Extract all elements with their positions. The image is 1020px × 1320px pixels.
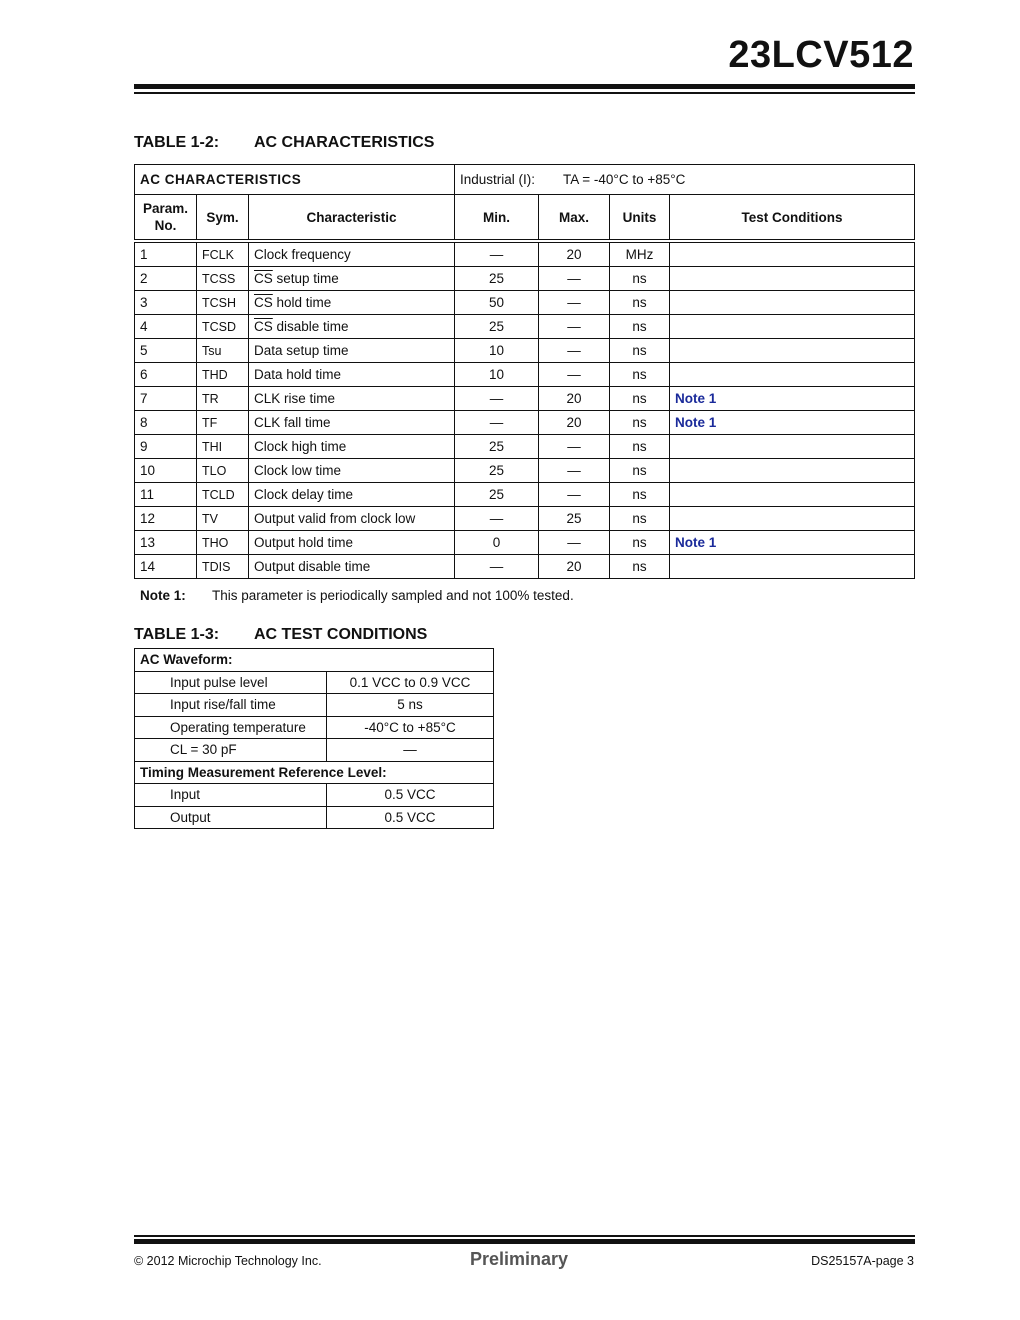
symbol: FCLK (197, 241, 249, 267)
conditions-label: Industrial (I): (460, 172, 536, 187)
min-value: 25 (455, 435, 539, 459)
header-rule (134, 84, 915, 89)
table-row (135, 507, 915, 531)
units: ns (610, 363, 670, 387)
section-label: Timing Measurement Reference Level: (135, 761, 494, 784)
table-row (135, 671, 494, 694)
param-no: 8 (135, 411, 197, 435)
param-no: 6 (135, 363, 197, 387)
footer-rule-thin (134, 1235, 915, 1237)
table12-label: TABLE 1-2: (134, 134, 220, 151)
max-value: — (539, 531, 610, 555)
test-conditions (670, 507, 915, 531)
characteristic (249, 315, 455, 339)
table-row (135, 339, 915, 363)
table-row (135, 411, 915, 435)
table-row (135, 739, 494, 762)
param-no: 1 (135, 241, 197, 267)
test-conditions (670, 339, 915, 363)
units: MHz (610, 241, 670, 267)
max-value: — (539, 459, 610, 483)
column-headers (135, 195, 915, 242)
test-conditions (670, 315, 915, 339)
param-no: 3 (135, 291, 197, 315)
table-row (135, 459, 915, 483)
param-no: 2 (135, 267, 197, 291)
min-value: 25 (455, 315, 539, 339)
min-value: 0 (455, 531, 539, 555)
cs-overbar-text: $\overline{CS}$ (254, 295, 273, 310)
symbol: TCSH (197, 291, 249, 315)
min-value: 25 (455, 267, 539, 291)
units: ns (610, 267, 670, 291)
note-link[interactable]: Note 1 (675, 415, 717, 430)
characteristic: Clock delay time (249, 483, 455, 507)
max-value: — (539, 363, 610, 387)
param-no: 11 (135, 483, 197, 507)
table13-title (134, 626, 427, 644)
characteristic: CLK fall time (249, 411, 455, 435)
column-header: Test Conditions (670, 195, 915, 242)
characteristic: Clock high time (249, 435, 455, 459)
max-value: — (539, 291, 610, 315)
param-no: 9 (135, 435, 197, 459)
min-value: — (455, 411, 539, 435)
footer-copyright: © 2012 Microchip Technology Inc. (134, 1254, 322, 1268)
section-label: AC Waveform: (135, 649, 494, 672)
test-conditions (670, 531, 915, 555)
units: ns (610, 531, 670, 555)
min-value: — (455, 507, 539, 531)
ac-characteristics-table (134, 164, 915, 579)
units: ns (610, 339, 670, 363)
characteristic: Output disable time (249, 555, 455, 579)
units: ns (610, 483, 670, 507)
table-row (135, 784, 494, 807)
table13-name: AC TEST CONDITIONS (254, 626, 428, 643)
symbol: TLO (197, 459, 249, 483)
cs-overbar-text: $\overline{CS}$ (254, 271, 273, 286)
characteristic (249, 267, 455, 291)
part-number: 23LCV512 (728, 34, 914, 76)
symbol: THI (197, 435, 249, 459)
table-row (135, 555, 915, 579)
characteristic: CLK rise time (249, 387, 455, 411)
table-row (135, 291, 915, 315)
test-conditions (670, 241, 915, 267)
table-row (135, 363, 915, 387)
footer-status: Preliminary (470, 1249, 569, 1269)
units: ns (610, 459, 670, 483)
test-conditions (670, 411, 915, 435)
max-value: 25 (539, 507, 610, 531)
characteristic: Data hold time (249, 363, 455, 387)
condition-name: CL = 30 pF (135, 739, 327, 762)
symbol: TCSS (197, 267, 249, 291)
condition-value: — (327, 739, 494, 762)
table-row (135, 165, 915, 195)
table-row (135, 387, 915, 411)
symbol: THO (197, 531, 249, 555)
units: ns (610, 435, 670, 459)
max-value: 20 (539, 411, 610, 435)
column-header: Characteristic (249, 195, 455, 242)
units: ns (610, 555, 670, 579)
characteristic-text: setup time (272, 271, 339, 286)
param-no: 4 (135, 315, 197, 339)
symbol: TF (197, 411, 249, 435)
condition-name: Output (135, 806, 327, 829)
symbol: TCLD (197, 483, 249, 507)
cs-overbar-text: $\overline{CS}$ (254, 319, 273, 334)
section-label: AC CHARACTERISTICS (135, 165, 455, 195)
table12-title (134, 134, 434, 152)
max-value: — (539, 435, 610, 459)
table-note (140, 588, 574, 603)
table-row (135, 267, 915, 291)
min-value: — (455, 387, 539, 411)
ac-test-conditions-table (134, 648, 494, 829)
symbol: THD (197, 363, 249, 387)
table13-label: TABLE 1-3: (134, 626, 220, 643)
units: ns (610, 387, 670, 411)
param-no: 10 (135, 459, 197, 483)
max-value: 20 (539, 241, 610, 267)
units: ns (610, 411, 670, 435)
condition-name: Input rise/fall time (135, 694, 327, 717)
table-row (135, 694, 494, 717)
table-row (135, 531, 915, 555)
characteristic: Clock low time (249, 459, 455, 483)
header-rule-thin (134, 92, 915, 94)
section-row (135, 761, 494, 784)
test-conditions (670, 459, 915, 483)
characteristic: Data setup time (249, 339, 455, 363)
min-value: 25 (455, 459, 539, 483)
min-value: 50 (455, 291, 539, 315)
note-link[interactable]: Note 1 (675, 535, 717, 550)
param-no: 13 (135, 531, 197, 555)
test-conditions (670, 267, 915, 291)
table12-name: AC CHARACTERISTICS (254, 134, 435, 151)
condition-value: 5 ns (327, 694, 494, 717)
min-value: — (455, 241, 539, 267)
max-value: — (539, 483, 610, 507)
units: ns (610, 507, 670, 531)
condition-value: -40°C to +85°C (327, 716, 494, 739)
characteristic-text: disable time (272, 319, 349, 334)
symbol: TV (197, 507, 249, 531)
symbol: TDIS (197, 555, 249, 579)
characteristic: Output valid from clock low (249, 507, 455, 531)
column-header: Sym. (197, 195, 249, 242)
units: ns (610, 315, 670, 339)
operating-conditions (455, 165, 915, 195)
characteristic: Clock frequency (249, 241, 455, 267)
min-value: — (455, 555, 539, 579)
min-value: 25 (455, 483, 539, 507)
condition-value: 0.5 VCC (327, 806, 494, 829)
conditions-value: TA = -40°C to +85°C (563, 172, 686, 187)
max-value: — (539, 339, 610, 363)
note-label: Note 1: (140, 588, 186, 603)
test-conditions (670, 291, 915, 315)
max-value: 20 (539, 555, 610, 579)
column-header: Min. (455, 195, 539, 242)
condition-name: Input pulse level (135, 671, 327, 694)
condition-name: Input (135, 784, 327, 807)
max-value: 20 (539, 387, 610, 411)
table-row (135, 806, 494, 829)
condition-name: Operating temperature (135, 716, 327, 739)
min-value: 10 (455, 363, 539, 387)
characteristic-text: hold time (272, 295, 332, 310)
param-no: 7 (135, 387, 197, 411)
param-no: 5 (135, 339, 197, 363)
column-header: Units (610, 195, 670, 242)
characteristic (249, 291, 455, 315)
table-row (135, 241, 915, 267)
table-row (135, 435, 915, 459)
param-no: 14 (135, 555, 197, 579)
test-conditions (670, 435, 915, 459)
test-conditions (670, 483, 915, 507)
max-value: — (539, 315, 610, 339)
column-header: Max. (539, 195, 610, 242)
footer-page-number: DS25157A-page 3 (811, 1254, 914, 1268)
max-value: — (539, 267, 610, 291)
symbol: Tsu (197, 339, 249, 363)
min-value: 10 (455, 339, 539, 363)
symbol: TCSD (197, 315, 249, 339)
table-row (135, 483, 915, 507)
table-row (135, 315, 915, 339)
units: ns (610, 291, 670, 315)
condition-value: 0.1 VCC to 0.9 VCC (327, 671, 494, 694)
column-header: Param. No. (135, 195, 197, 242)
test-conditions (670, 363, 915, 387)
characteristic: Output hold time (249, 531, 455, 555)
symbol: TR (197, 387, 249, 411)
note-text: This parameter is periodically sampled and not 100% tested. (212, 588, 574, 603)
footer-rule (134, 1239, 915, 1244)
table-row (135, 716, 494, 739)
note-link[interactable]: Note 1 (675, 391, 717, 406)
test-conditions (670, 387, 915, 411)
test-conditions (670, 555, 915, 579)
section-row (135, 649, 494, 672)
condition-value: 0.5 VCC (327, 784, 494, 807)
param-no: 12 (135, 507, 197, 531)
